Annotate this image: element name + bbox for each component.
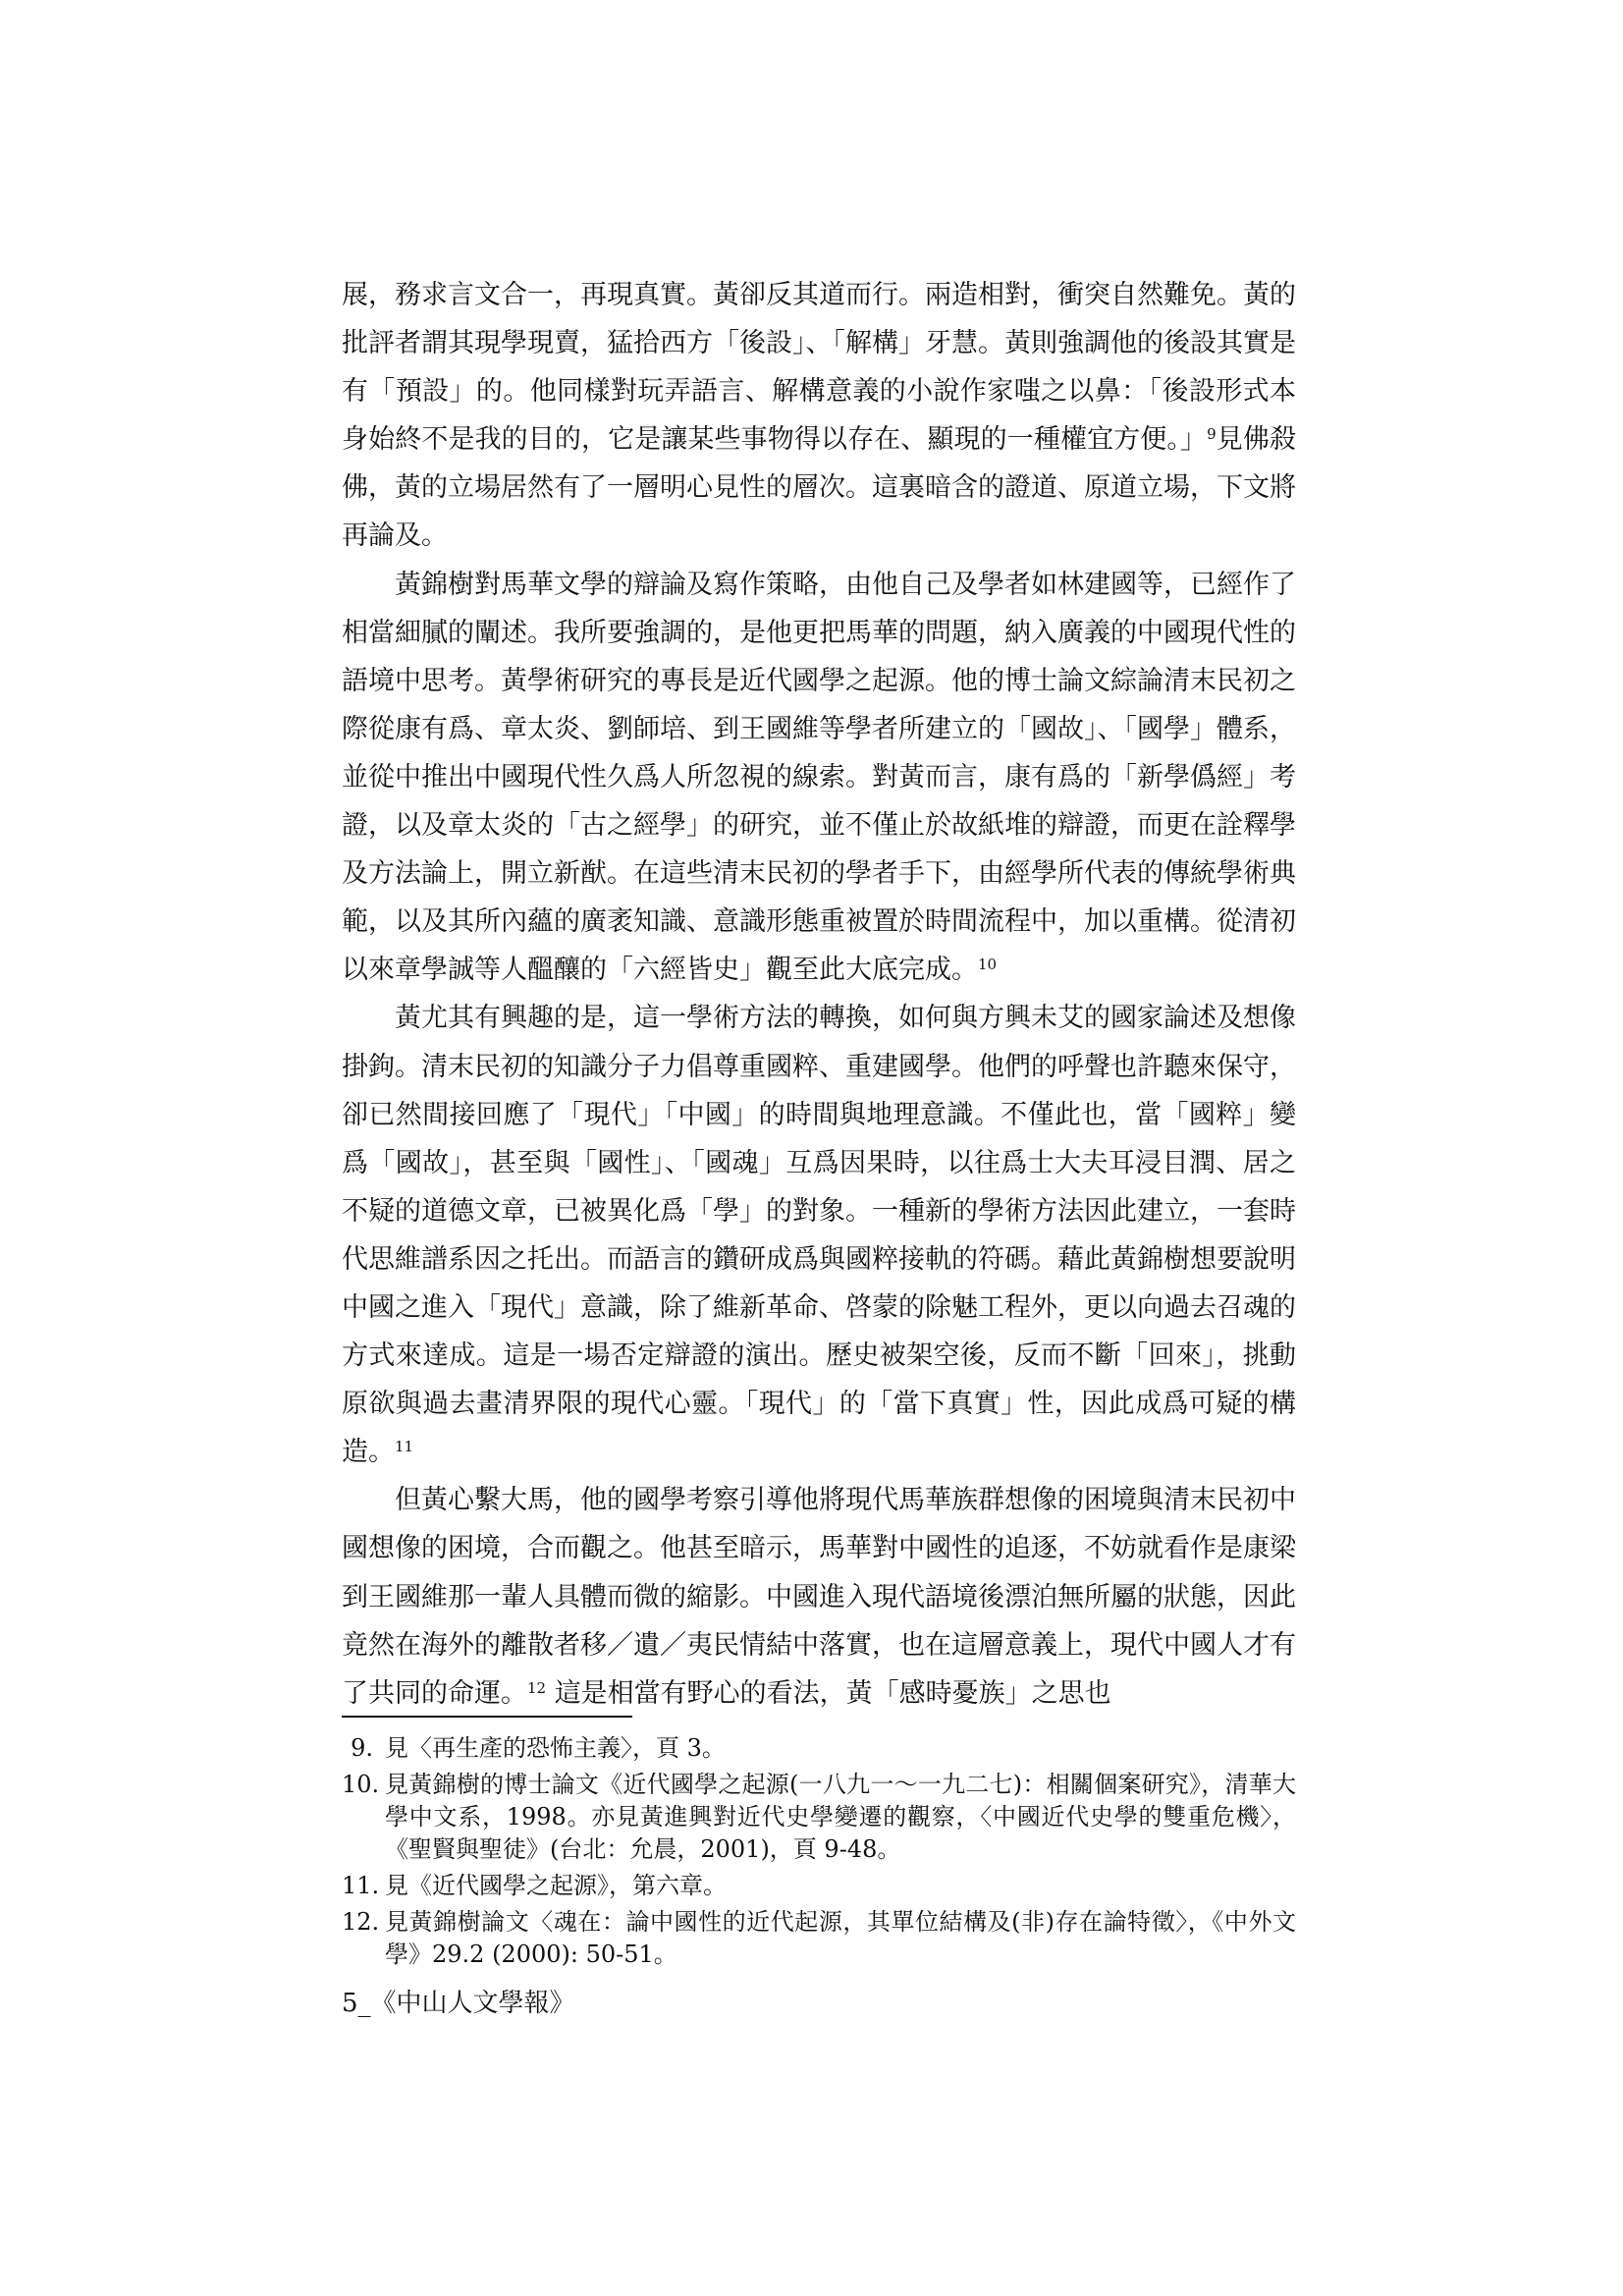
footnote-number: 12. — [342, 1908, 380, 1936]
paragraph-text: 展，務求言文合一，再現真實。黃卻反其道而行。兩造相對，衝突自然難免。黃的批評者謂其現學現賣，猛拾西方「後設」、「解構」牙慧。黃則強調他的後設其實是有「預設」的。他同樣對玩弄語言、解構意義的小說作家嗤之以鼻：「後設形式本身始終不是我的目的，它是讓某些事物得以存在、顯現的一種權宜方便。」 — [342, 280, 1296, 456]
paragraph-text: 黃尤其有興趣的是，這一學術方法的轉換，如何與方興未艾的國家論述及想像掛鉤。清末民初的知識分子力倡尊重國粹、重建國學。他們的呼聲也許聽來保守，卻已然間接回應了「現代」「中國」的時間與地理意識。不僅此也，當「國粹」變爲「國故」，甚至與「國性」、「國魂」互爲因果時，以往爲士大夫耳浸目潤、居之不疑的道德文章，已被異化爲「學」的對象。一種新的學術方法因此建立，一套時代思維譜系因之托出。而語言的鑽研成爲與國粹接軌的符碼。藉此黃錦樹想要說明中國之進入「現代」意識，除了維新革命、啓蒙的除魅工程外，更以向過去召魂的方式來達成。這是一場否定辯證的演出。歷史被架空後，反而不斷「回來」，挑動原欲與過去畫清界限的現代心靈。「現代」的「當下真實」性，因此成爲可疑的構造。 — [342, 1003, 1296, 1468]
paragraph-text: 黃錦樹對馬華文學的辯論及寫作策略，由他自己及學者如林建國等，已經作了相當細膩的闡述。我所要強調的，是他更把馬華的問題，納入廣義的中國現代性的語境中思考。黃學術研究的專長是近代國學之起源。他的博士論文綜論清末民初之際從康有爲、章太炎、劉師培、到王國維等學者所建立的「國故」、「國學」體系，並從中推出中國現代性久爲人所忽視的線索。對黃而言，康有爲的「新學僞經」考證，以及章太炎的「古之經學」的研究，並不僅止於故紙堆的辯證，而更在詮釋學及方法論上，開立新猷。在這些清末民初的學者手下，由經學所代表的傳統學術典範，以及其所內蘊的廣袤知識、意識形態重被置於時間流程中，加以重構。從清初以來章學誠等人醞釀的「六經皆史」觀至此大底完成。 — [342, 569, 1296, 986]
paragraph-text: 但黃心繫大馬，他的國學考察引導他將現代馬華族群想像的困境與清末民初中國想像的困境，合而觀之。他甚至暗示，馬華對中國性的追逐，不妨就看作是康梁到王國維那一輩人具體而微的縮影。中國進入現代語境後漂泊無所屬的狀態，因此竟然在海外的離散者移／遺／夷民情結中落實，也在這層意義上，現代中國人才有了共同的命運。 — [342, 1485, 1296, 1709]
paragraph-tail: 見佛殺佛，黃的立場居然有了一層明心見性的層次。這裏暗含的證道、原道立場，下文將再論及。 — [342, 424, 1297, 552]
footnote-number: 9. — [351, 1734, 373, 1762]
footnote-text: 見黃錦樹的博士論文《近代國學之起源(一八九一～一九二七)：相關個案研究》，清華大學中文系，1998。亦見黃進興對近代史學變遷的觀察，〈中國近代史學的雙重危機〉，《聖賢與聖徒》(台北：允晨，2001)，頁 9-48。 — [385, 1771, 1296, 1863]
page-footer: 5_《中山人文學報》 — [342, 1989, 575, 2018]
footnote-text: 見〈再生產的恐怖主義〉，頁 3。 — [385, 1734, 726, 1762]
paragraph-4 — [342, 1476, 1296, 1717]
footnote-12 — [342, 1906, 1296, 1971]
footnote-ref-11[interactable]: 11 — [395, 1438, 414, 1456]
footnote-divider — [342, 1716, 632, 1718]
footnote-ref-12[interactable]: 12 — [527, 1678, 547, 1697]
footnote-ref-9[interactable]: 9 — [1207, 425, 1217, 444]
footnote-9 — [342, 1732, 1296, 1765]
footnotes — [342, 1732, 1296, 1975]
paragraph-1 — [342, 271, 1296, 561]
paragraph-2 — [342, 561, 1296, 995]
footnote-text: 見黃錦樹論文〈魂在：論中國性的近代起源，其單位結構及(非)存在論特徵〉，《中外文學》29.2 (2000): 50-51。 — [385, 1908, 1296, 1968]
footnote-ref-10[interactable]: 10 — [978, 956, 998, 974]
paragraph-tail: 這是相當有野心的看法，黃「感時憂族」之思也 — [554, 1677, 1111, 1709]
footnote-text: 見《近代國學之起源》，第六章。 — [385, 1872, 727, 1899]
footnote-10 — [342, 1769, 1296, 1866]
footnote-number: 10. — [342, 1771, 380, 1798]
body-text — [342, 271, 1296, 1718]
paragraph-3 — [342, 994, 1296, 1476]
footnote-number: 11. — [342, 1872, 380, 1899]
footnote-11 — [342, 1870, 1296, 1902]
